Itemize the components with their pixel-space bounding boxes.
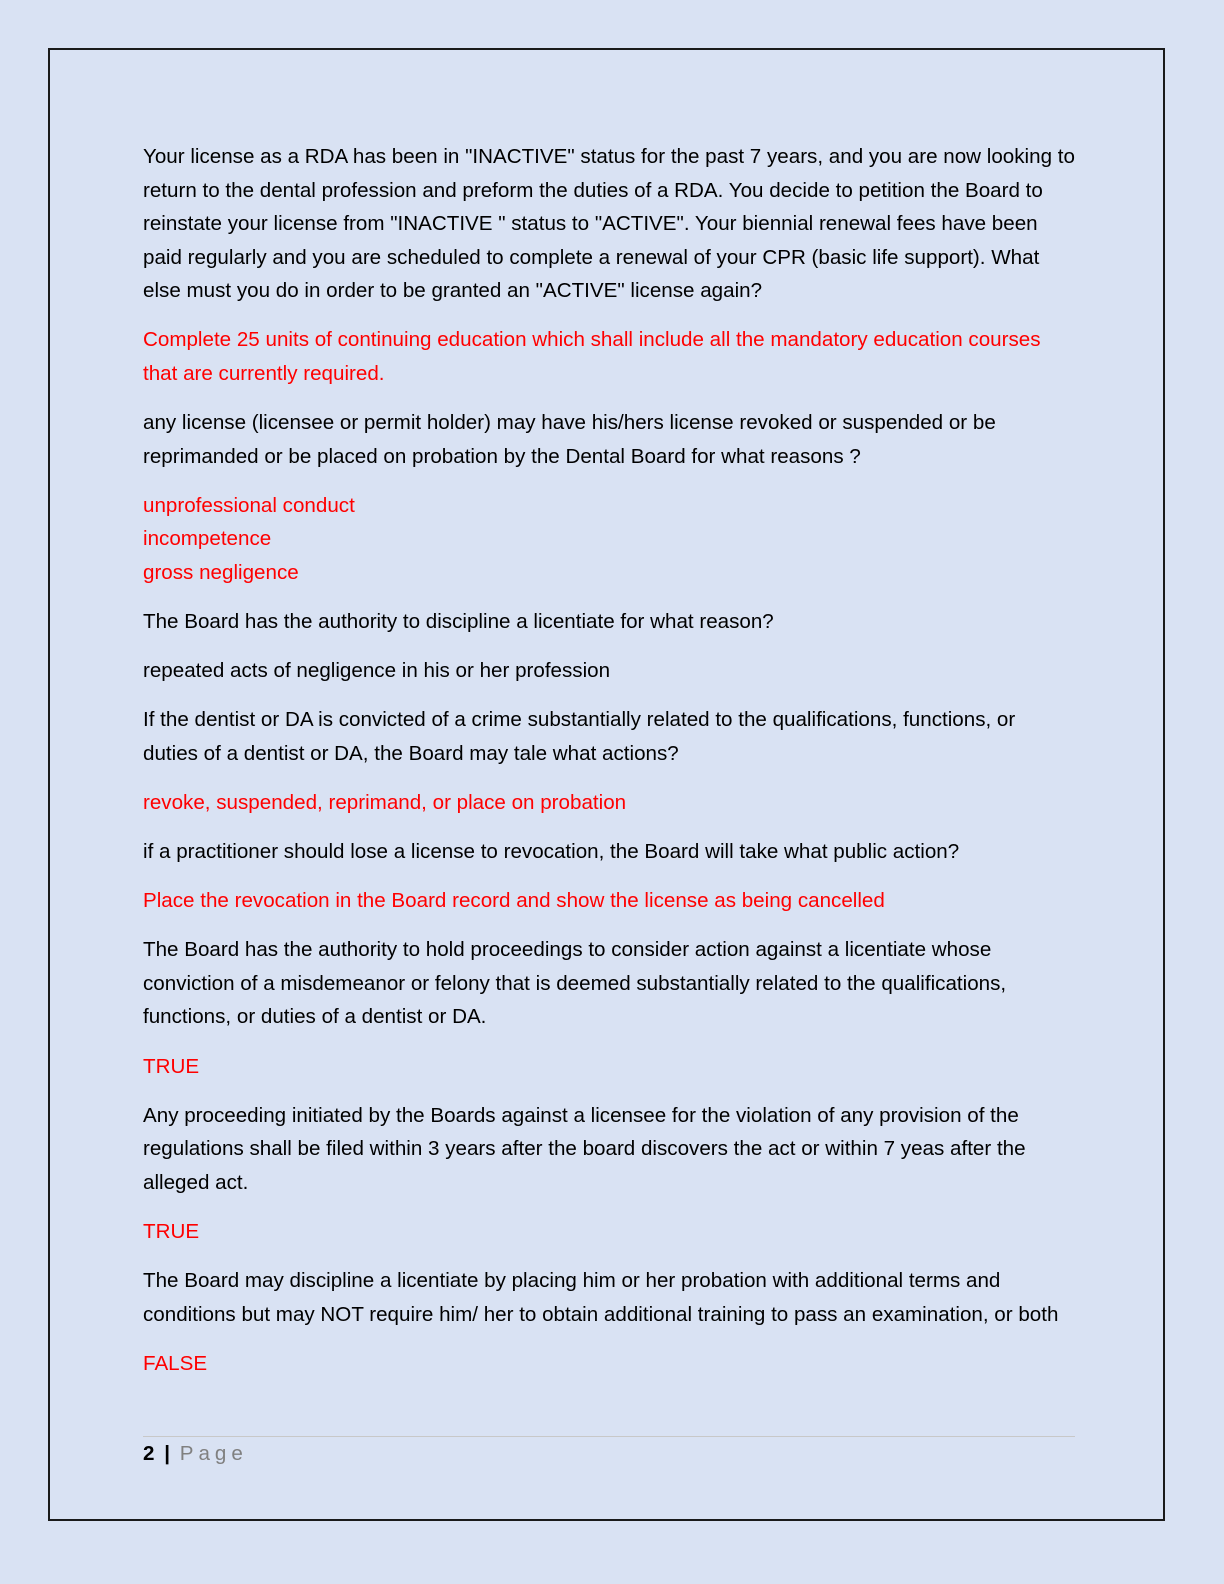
answer-paragraph: revoke, suspended, reprimand, or place on probation: [143, 791, 627, 814]
question-paragraph: Your license as a RDA has been in "INACTIVE" status for the past 7 years, and you are now looking to return to the dental profession and preform the duties of a RDA. You decide to petition the Board to reinstate your license from "INACTIVE " status to "ACTIVE". Your biennial renewal fees have been paid regularly and you are scheduled to complete a renewal of your CPR (basic life support). What else must you do in order to be granted an "ACTIVE" license again?: [143, 145, 1075, 303]
answer-paragraph-plain: repeated acts of negligence in his or her profession: [143, 659, 611, 683]
question-paragraph: if a practitioner should lose a license to revocation, the Board will take what public action?: [143, 840, 960, 864]
answer-list-item: gross negligence: [143, 561, 299, 585]
page-label: Page: [179, 1442, 248, 1465]
page-footer: [143, 1436, 1075, 1469]
footer-separator: |: [164, 1442, 170, 1465]
answer-list: [143, 489, 1075, 590]
page-number: 2: [143, 1442, 155, 1465]
question-paragraph: any license (licensee or permit holder) may have his/hers license revoked or suspended or be reprimanded or be placed on probation by the Dental Board for what reasons ?: [143, 411, 996, 468]
document-body: [143, 140, 1075, 1396]
answer-paragraph: FALSE: [143, 1351, 208, 1375]
answer-paragraph: TRUE: [143, 1219, 200, 1243]
question-paragraph: If the dentist or DA is convicted of a crime substantially related to the qualifications, functions, or duties of a dentist or DA, the Board may tale what actions?: [143, 708, 1016, 765]
answer-paragraph: TRUE: [143, 1054, 200, 1078]
question-paragraph: The Board may discipline a licentiate by placing him or her probation with additional terms and conditions but may NOT require him/ her to obtain additional training to pass an examination, or both: [143, 1269, 1059, 1326]
question-paragraph: The Board has the authority to discipline a licentiate for what reason?: [143, 610, 774, 634]
question-paragraph: Any proceeding initiated by the Boards against a licensee for the violation of any provision of the regulations shall be filed within 3 years after the board discovers the act or within 7 yeas after the alleged act.: [143, 1103, 1026, 1194]
answer-list-item: unprofessional conduct: [143, 493, 355, 517]
answer-paragraph: Complete 25 units of continuing education which shall include all the mandatory education courses that are currently required.: [143, 328, 1041, 386]
answer-list-item: incompetence: [143, 527, 272, 551]
answer-paragraph: Place the revocation in the Board record and show the license as being cancelled: [143, 889, 885, 913]
question-paragraph: The Board has the authority to hold proceedings to consider action against a licentiate whose conviction of a misdemeanor or felony that is deemed substantially related to the qualifications, functions, or duties of a dentist or DA.: [143, 938, 1007, 1029]
